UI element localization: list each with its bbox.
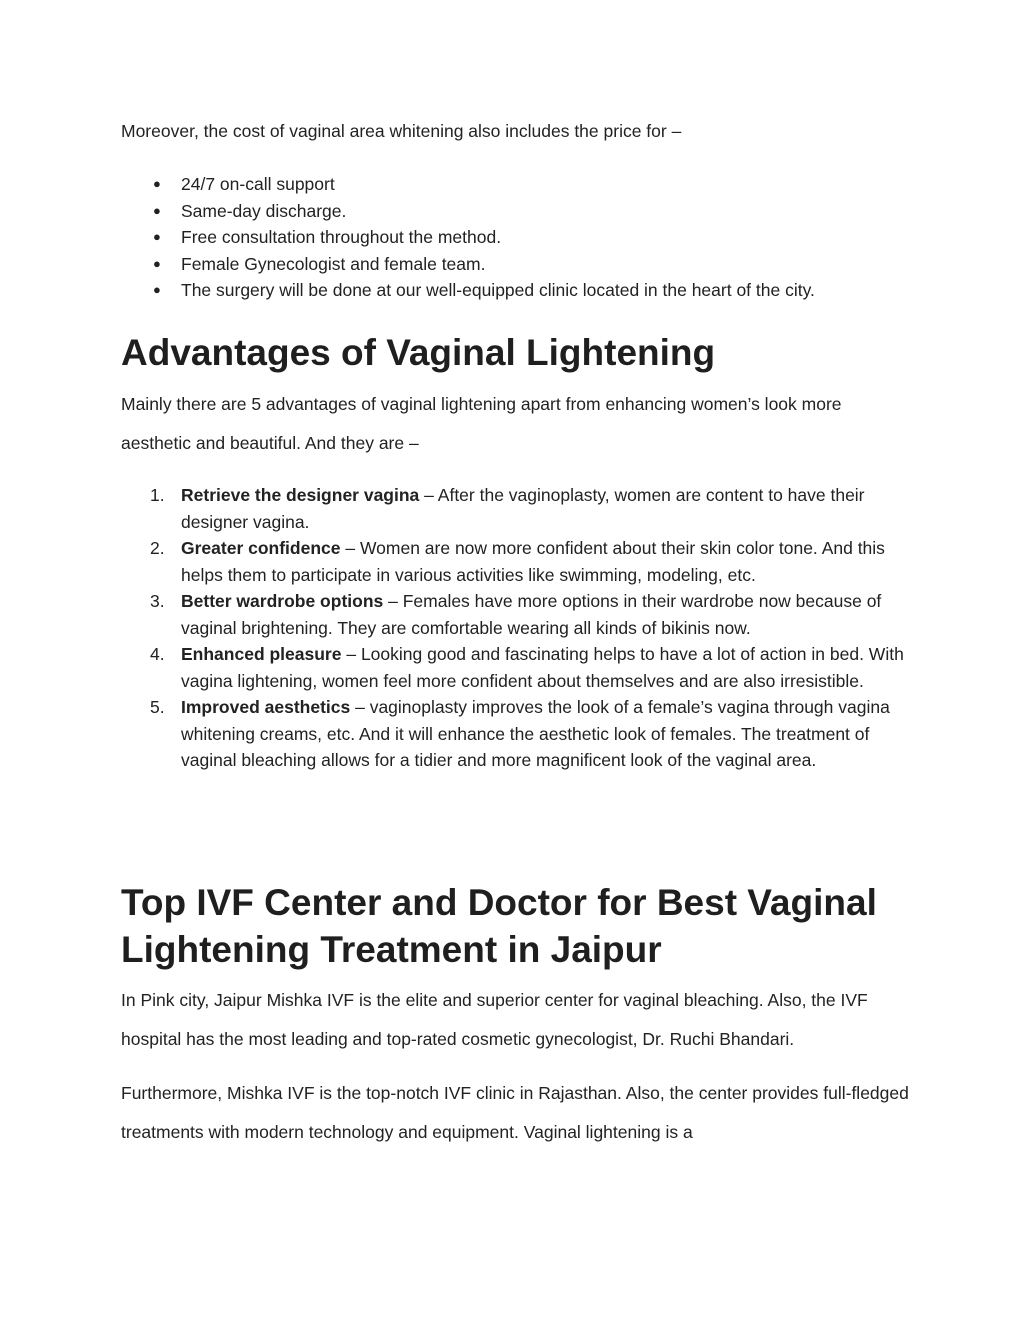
advantage-text: – Females have more options in their wardrobe now because of vaginal brightening. They are comfortable wearing all kinds of bikinis now. [181, 591, 882, 638]
advantage-text: – After the vaginoplasty, women are content to have their designer vagina. [181, 485, 865, 532]
list-number: 5. [150, 697, 165, 717]
advantages-list [121, 482, 911, 774]
advantage-term: Enhanced pleasure [181, 644, 342, 664]
list-item [121, 224, 911, 251]
advantage-text: – Women are now more confident about their skin color tone. And this helps them to participate in various activities like swimming, modeling, etc. [181, 538, 885, 585]
advantage-text: – vaginoplasty improves the look of a female’s vagina through vagina whitening creams, etc. And it will enhance the aesthetic look of females. The treatment of vaginal bleaching allows for a tidier and more magnificent look of the vaginal area. [181, 697, 890, 770]
bullet-icon: ● [153, 282, 161, 298]
list-number: 4. [150, 644, 165, 664]
ivf-paragraph-1: In Pink city, Jaipur Mishka IVF is the elite and superior center for vaginal bleaching. Also, the IVF hospital has the most leading and top-rated cosmetic gynecologist, Dr. Ruchi Bhandari. [121, 990, 868, 1049]
advantage-text: – Looking good and fascinating helps to have a lot of action in bed. With vagina lightening, women feel more confident about themselves and are also irresistible. [181, 644, 904, 691]
list-number: 3. [150, 591, 165, 611]
list-item-text: Female Gynecologist and female team. [181, 253, 486, 274]
bullet-icon: ● [153, 202, 161, 218]
advantage-term: Retrieve the designer vagina [181, 485, 420, 505]
bullet-icon: ● [153, 255, 161, 271]
advantage-term: Better wardrobe options [181, 591, 384, 611]
list-item [121, 588, 911, 641]
list-item-text: The surgery will be done at our well-equipped clinic located in the heart of the city. [181, 280, 815, 301]
ivf-paragraph-2: Furthermore, Mishka IVF is the top-notch IVF clinic in Rajasthan. Also, the center provides full-fledged treatments with modern technology and equipment. Vaginal lightening is a [121, 1083, 909, 1142]
list-item [121, 482, 911, 535]
list-item [121, 171, 911, 198]
advantage-term: Improved aesthetics [181, 697, 351, 717]
advantages-intro-paragraph: Mainly there are 5 advantages of vaginal lightening apart from enhancing women’s look more aesthetic and beautiful. And they are – [121, 394, 842, 453]
list-item [121, 277, 911, 304]
bullet-icon: ● [153, 176, 161, 191]
ivf-center-heading: Top IVF Center and Doctor for Best Vaginal Lightening Treatment in Jaipur [121, 882, 877, 970]
intro-paragraph: Moreover, the cost of vaginal area whitening also includes the price for – [121, 121, 682, 141]
list-item [121, 535, 911, 588]
list-number: 1. [150, 485, 165, 505]
list-number: 2. [150, 538, 165, 558]
list-item [121, 641, 911, 694]
list-item-text: Free consultation throughout the method. [181, 227, 502, 248]
list-item-text: 24/7 on-call support [181, 174, 335, 194]
bullet-icon: ● [153, 229, 161, 245]
advantage-term: Greater confidence [181, 538, 341, 558]
list-item [121, 198, 911, 225]
list-item-text: Same-day discharge. [181, 200, 347, 221]
list-item [121, 251, 911, 278]
list-item [121, 694, 911, 774]
advantages-heading: Advantages of Vaginal Lightening [121, 332, 716, 373]
inclusions-list [121, 171, 911, 304]
